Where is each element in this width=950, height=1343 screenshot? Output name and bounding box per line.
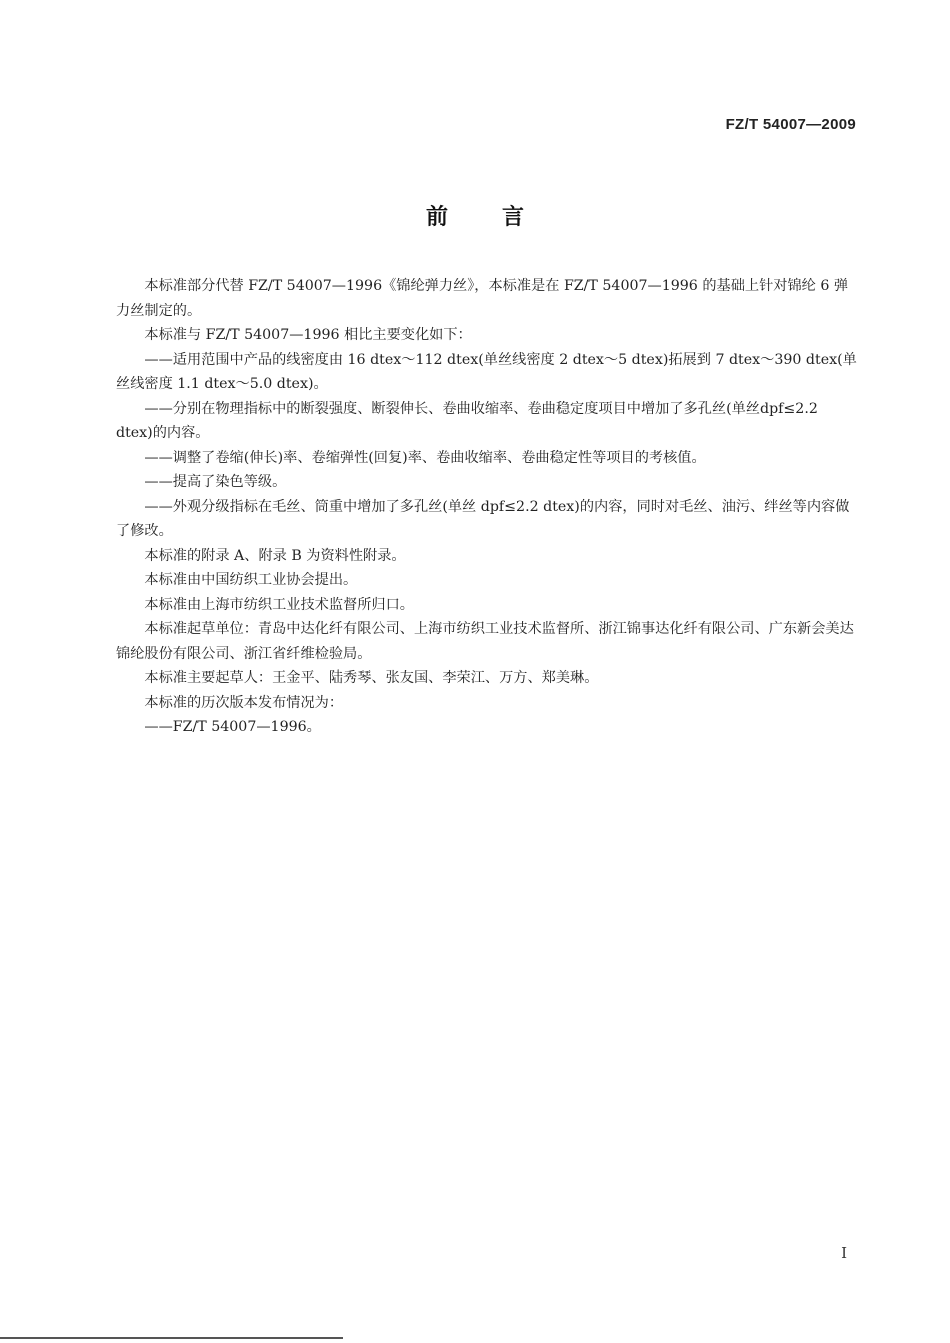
paragraph-drafters: 本标准主要起草人：王金平、陆秀琴、张友国、李荣江、万方、郑美琳。: [144, 670, 599, 686]
page-title: 前言: [425, 205, 578, 230]
list-item-appearance-grading: ——外观分级指标在毛丝、筒重中增加了多孔丝(单丝 dpf≤2.2 dtex)的内容，同时对毛丝、油污、绊丝等内容做了修改。: [116, 498, 850, 539]
list-item-dyeing-grade: ——提高了染色等级。: [144, 474, 287, 490]
standard-number: FZ/T 54007—2009: [725, 116, 856, 133]
paragraph-drafting-units: 本标准起草单位：青岛中达化纤有限公司、上海市纺织工业技术监督所、浙江锦事达化纤有限公司、广东新会美达锦纶股份有限公司、浙江省纤维检验局。: [116, 621, 854, 662]
page-number: I: [841, 1244, 847, 1262]
list-item-density-range: ——适用范围中产品的线密度由 16 dtex～112 dtex(单丝线密度 2 dtex～5 dtex)拓展到 7 dtex～390 dtex(单丝线密度 1.1 dtex～5.0 dtex)。: [116, 351, 857, 392]
paragraph-proposer: 本标准由中国纺织工业协会提出。: [144, 572, 358, 588]
list-item-assessment-values: ——调整了卷缩(伸长)率、卷缩弹性(回复)率、卷曲收缩率、卷曲稳定性等项目的考核值。: [144, 449, 706, 466]
paragraph-replacement-statement: 本标准部分代替 FZ/T 54007—1996《锦纶弹力丝》，本标准是在 FZ/T 54007—1996 的基础上针对锦纶 6 弹力丝制定的。: [116, 278, 849, 319]
paragraph-centralized-management: 本标准由上海市纺织工业技术监督所归口。: [144, 596, 414, 613]
list-item-previous-version: ——FZ/T 54007—1996。: [144, 719, 321, 735]
list-item-multifilament-physical: ——分别在物理指标中的断裂强度、断裂伸长、卷曲收缩率、卷曲稳定度项目中增加了多孔丝(单丝dpf≤2.2 dtex)的内容。: [116, 400, 818, 441]
paragraph-version-history: 本标准的历次版本发布情况为：: [144, 694, 344, 711]
paragraph-changes-intro: 本标准与 FZ/T 54007—1996 相比主要变化如下：: [144, 327, 472, 343]
foreword-body: [116, 274, 858, 740]
scan-edge-line: [0, 1337, 343, 1339]
paragraph-appendix: 本标准的附录 A、附录 B 为资料性附录。: [144, 547, 406, 564]
